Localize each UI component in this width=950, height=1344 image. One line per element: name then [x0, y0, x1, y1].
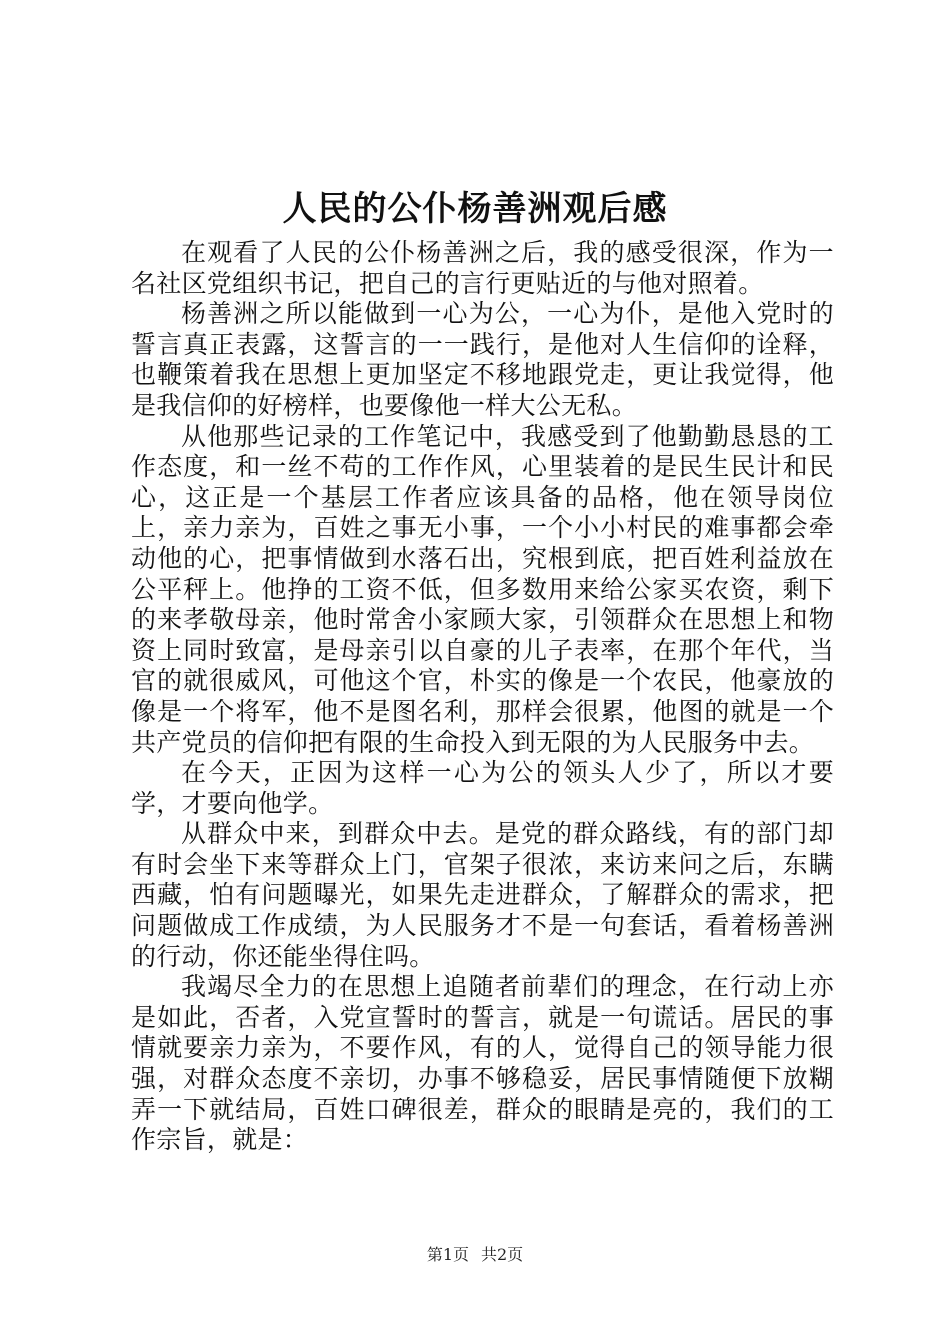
paragraph: 从他那些记录的工作笔记中，我感受到了他勤勤恳恳的工作态度，和一丝不苟的工作作风，心里装着的是民生民计和民心，这正是一个基层工作者应该具备的品格，他在领导岗位上，亲力亲为，百姓之事无小事，一个小小村民的难事都会牵动他的心，把事情做到水落石出，究根到底，把百姓利益放在公平秤上。他挣的工资不低，但多数用来给公家买农资，剩下的来孝敬母亲，他时常舍小家顾大家，引领群众在思想上和物资上同时致富，是母亲引以自豪的儿子表率，在那个年代，当官的就很威风，可他这个官，朴实的像是一个农民，他豪放的像是一个将军，他不是图名利，那样会很累，他图的就是一个共产党员的信仰把有限的生命投入到无限的为人民服务中去。 [131, 421, 834, 757]
paragraph: 我竭尽全力的在思想上追随者前辈们的理念，在行动上亦是如此，否者，入党宣誓时的誓言，就是一句谎话。居民的事情就要亲力亲为，不要作风，有的人，觉得自己的领导能力很强，对群众态度不亲切，办事不够稳妥，居民事情随便下放糊弄一下就结局，百姓口碑很差，群众的眼睛是亮的，我们的工作宗旨，就是： [131, 972, 834, 1155]
paragraph: 在今天，正因为这样一心为公的领头人少了，所以才要学，才要向他学。 [131, 758, 834, 818]
document-body [131, 238, 834, 1156]
document-title: 人民的公仆杨善洲观后感 [282, 189, 668, 229]
page-number: 第1页 [426, 1245, 469, 1264]
paragraph: 杨善洲之所以能做到一心为公，一心为仆，是他入党时的誓言真正表露，这誓言的一一践行，是他对人生信仰的诠释，也鞭策着我在思想上更加坚定不移地跟党走，更让我觉得，他是我信仰的好榜样，也要像他一样大公无私。 [131, 299, 834, 420]
paragraph: 从群众中来，到群众中去。是党的群众路线，有的部门却有时会坐下来等群众上门，官架子很浓，来访来问之后，东瞒西藏，怕有问题曝光，如果先走进群众，了解群众的需求，把问题做成工作成绩，为人民服务才不是一句套话，看着杨善洲的行动，你还能坐得住吗。 [131, 819, 834, 971]
paragraph: 在观看了人民的公仆杨善洲之后，我的感受很深，作为一名社区党组织书记，把自己的言行更贴近的与他对照着。 [131, 238, 834, 298]
page-total: 共2页 [481, 1245, 524, 1264]
page-footer [0, 1244, 950, 1266]
